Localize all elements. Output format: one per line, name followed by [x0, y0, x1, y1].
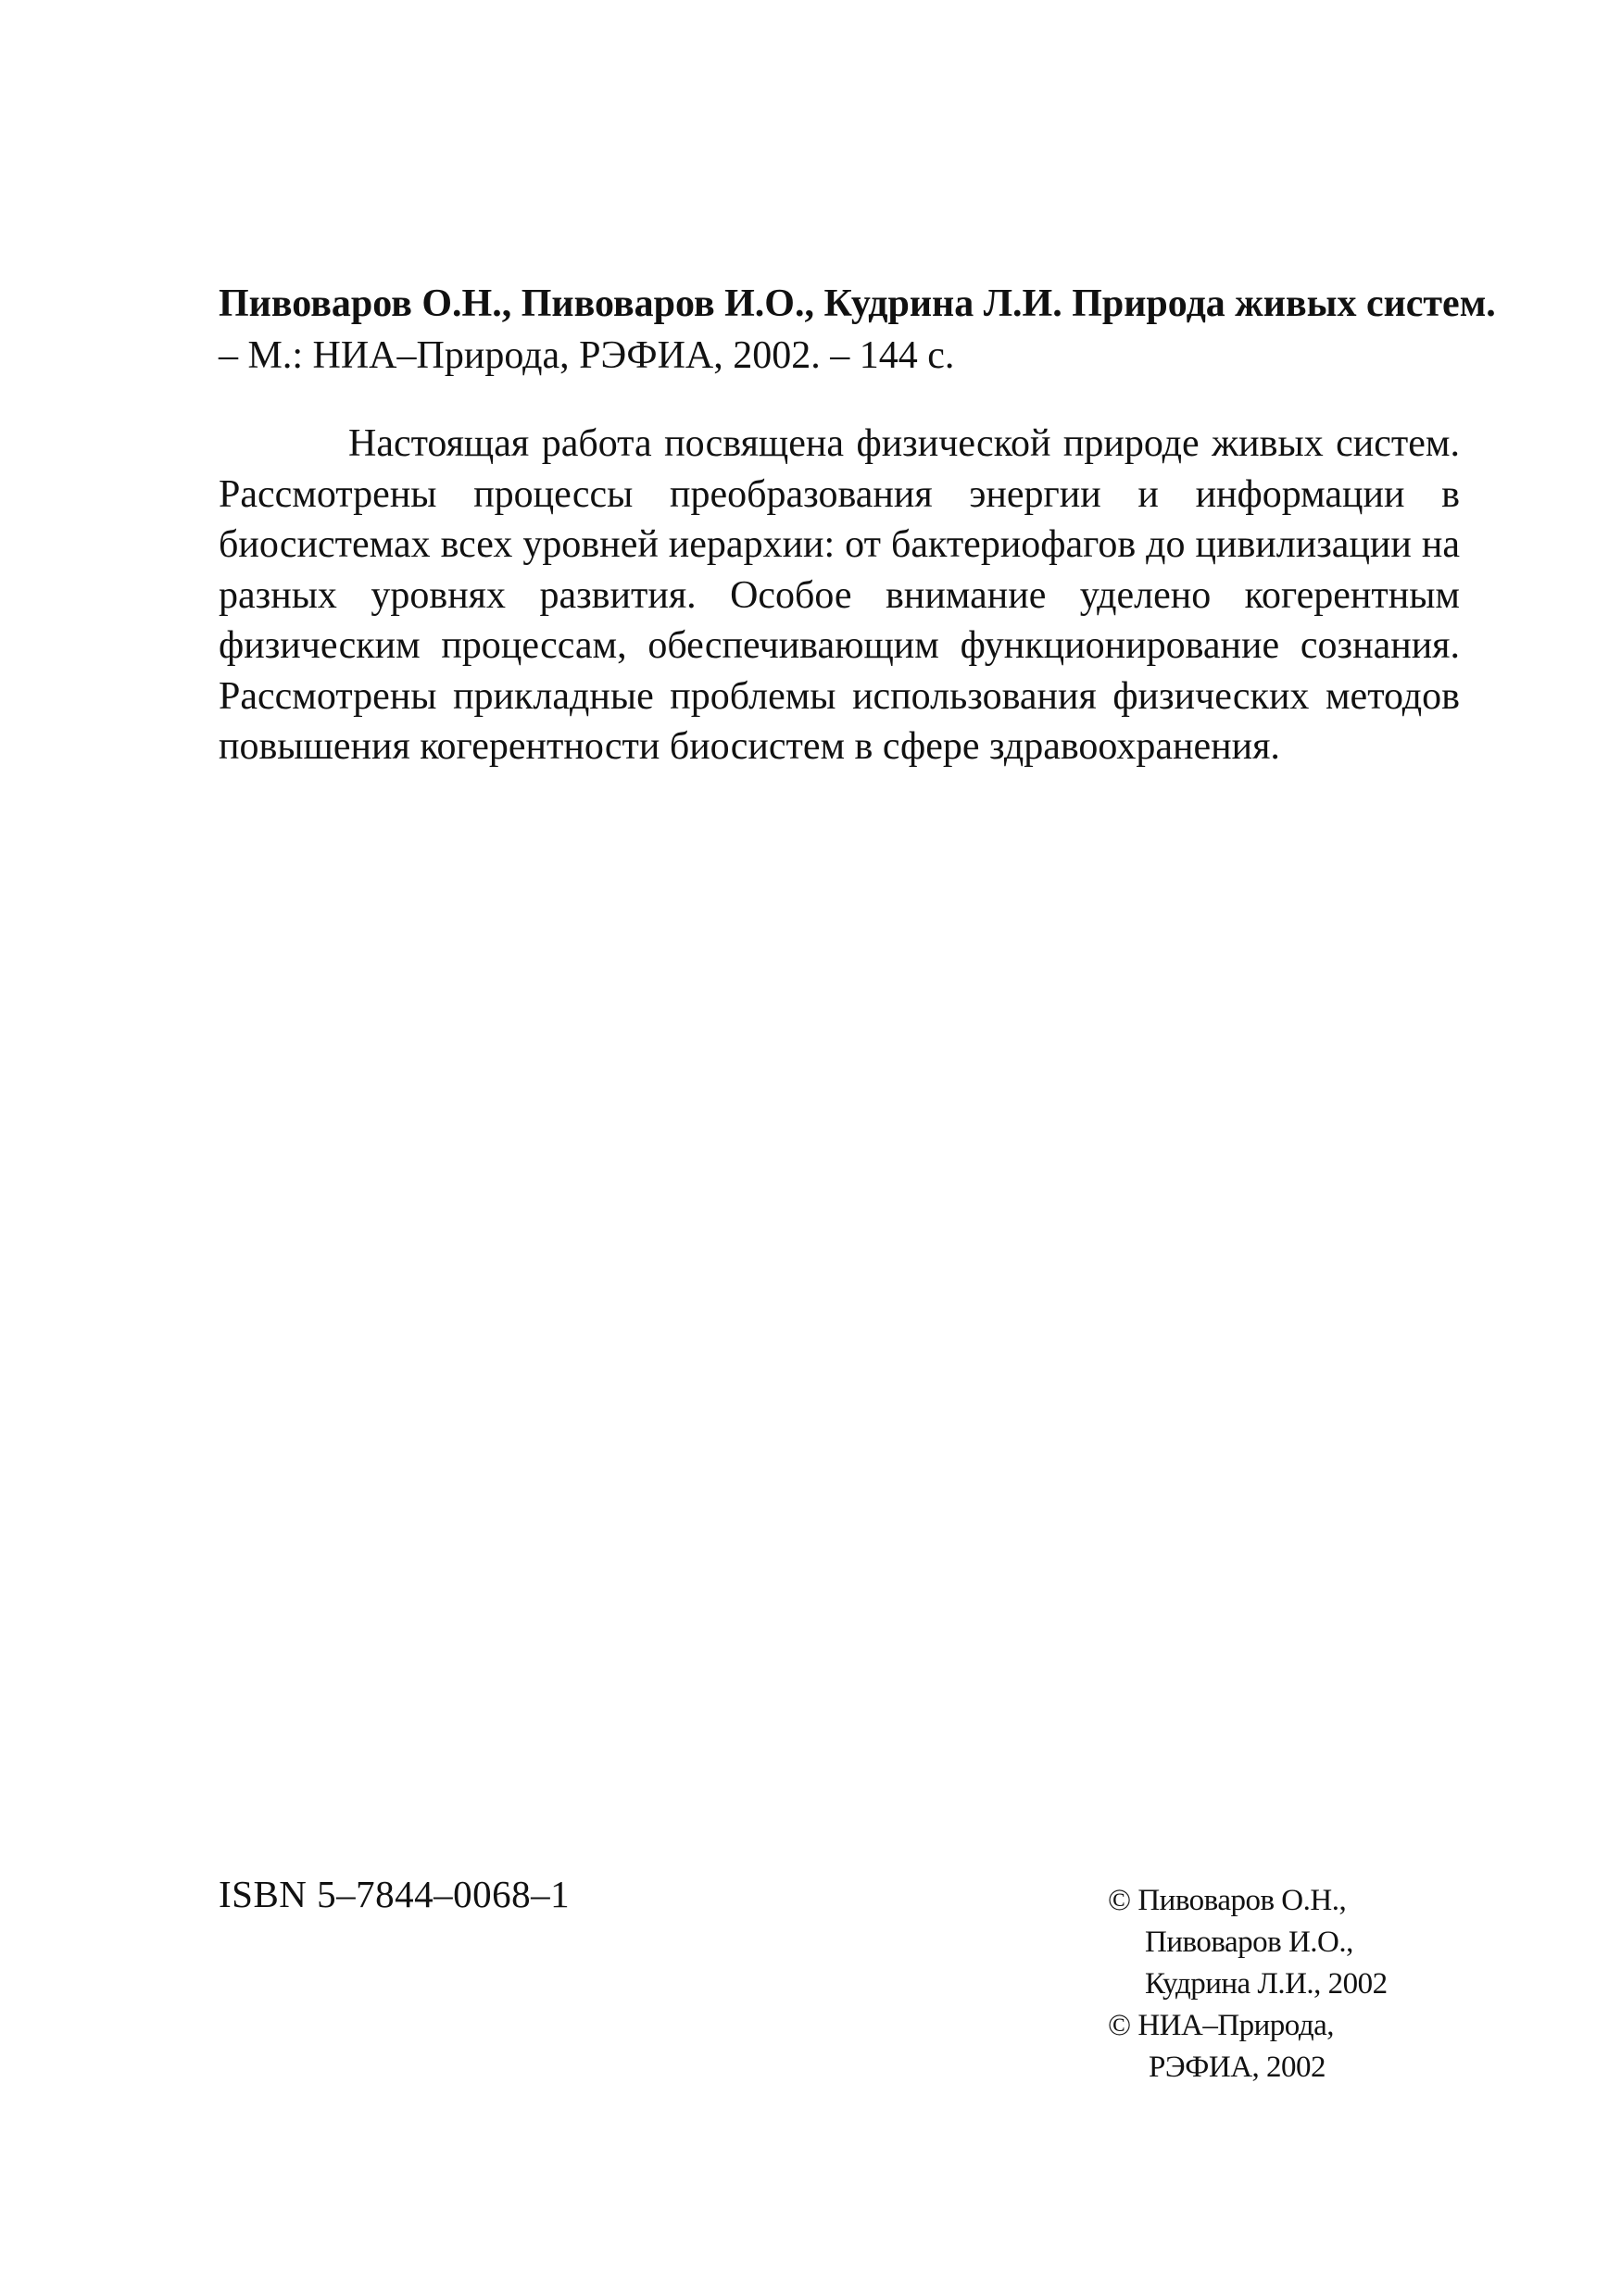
isbn-number: ISBN 5–7844–0068–1 [219, 1873, 571, 1915]
copyright-line: Кудрина Л.И., 2002 [1145, 1967, 1388, 2001]
bibliographic-record [219, 278, 1496, 382]
abstract-paragraph: Настоящая работа посвящена физической природе живых систем. Рассмотрены процессы преобразования энергии и информации в биосистемах всех уровней иерархии: от бактериофагов до цивилизации на разных уровнях развития. Особое внимание уделено когерентным физическим процессам, обеспечивающим функционирование сознания. Рассмотрены прикладные проблемы использования физических методов повышения когерентности биосистем в сфере здравоохранения. [219, 422, 1460, 768]
copyright-block [1108, 1880, 1388, 2089]
copyright-line: © Пивоваров О.Н., [1108, 1884, 1347, 1917]
publication-imprint: – М.: НИА–Природа, РЭФИА, 2002. – 144 с. [219, 334, 955, 377]
copyright-line: © НИА–Природа, [1108, 2009, 1335, 2042]
authors-and-title: Пивоваров О.Н., Пивоваров И.О., Кудрина Л.И. Природа живых систем. [219, 282, 1496, 325]
copyright-line: РЭФИА, 2002 [1149, 2051, 1326, 2084]
copyright-line: Пивоваров И.О., [1145, 1926, 1353, 1959]
